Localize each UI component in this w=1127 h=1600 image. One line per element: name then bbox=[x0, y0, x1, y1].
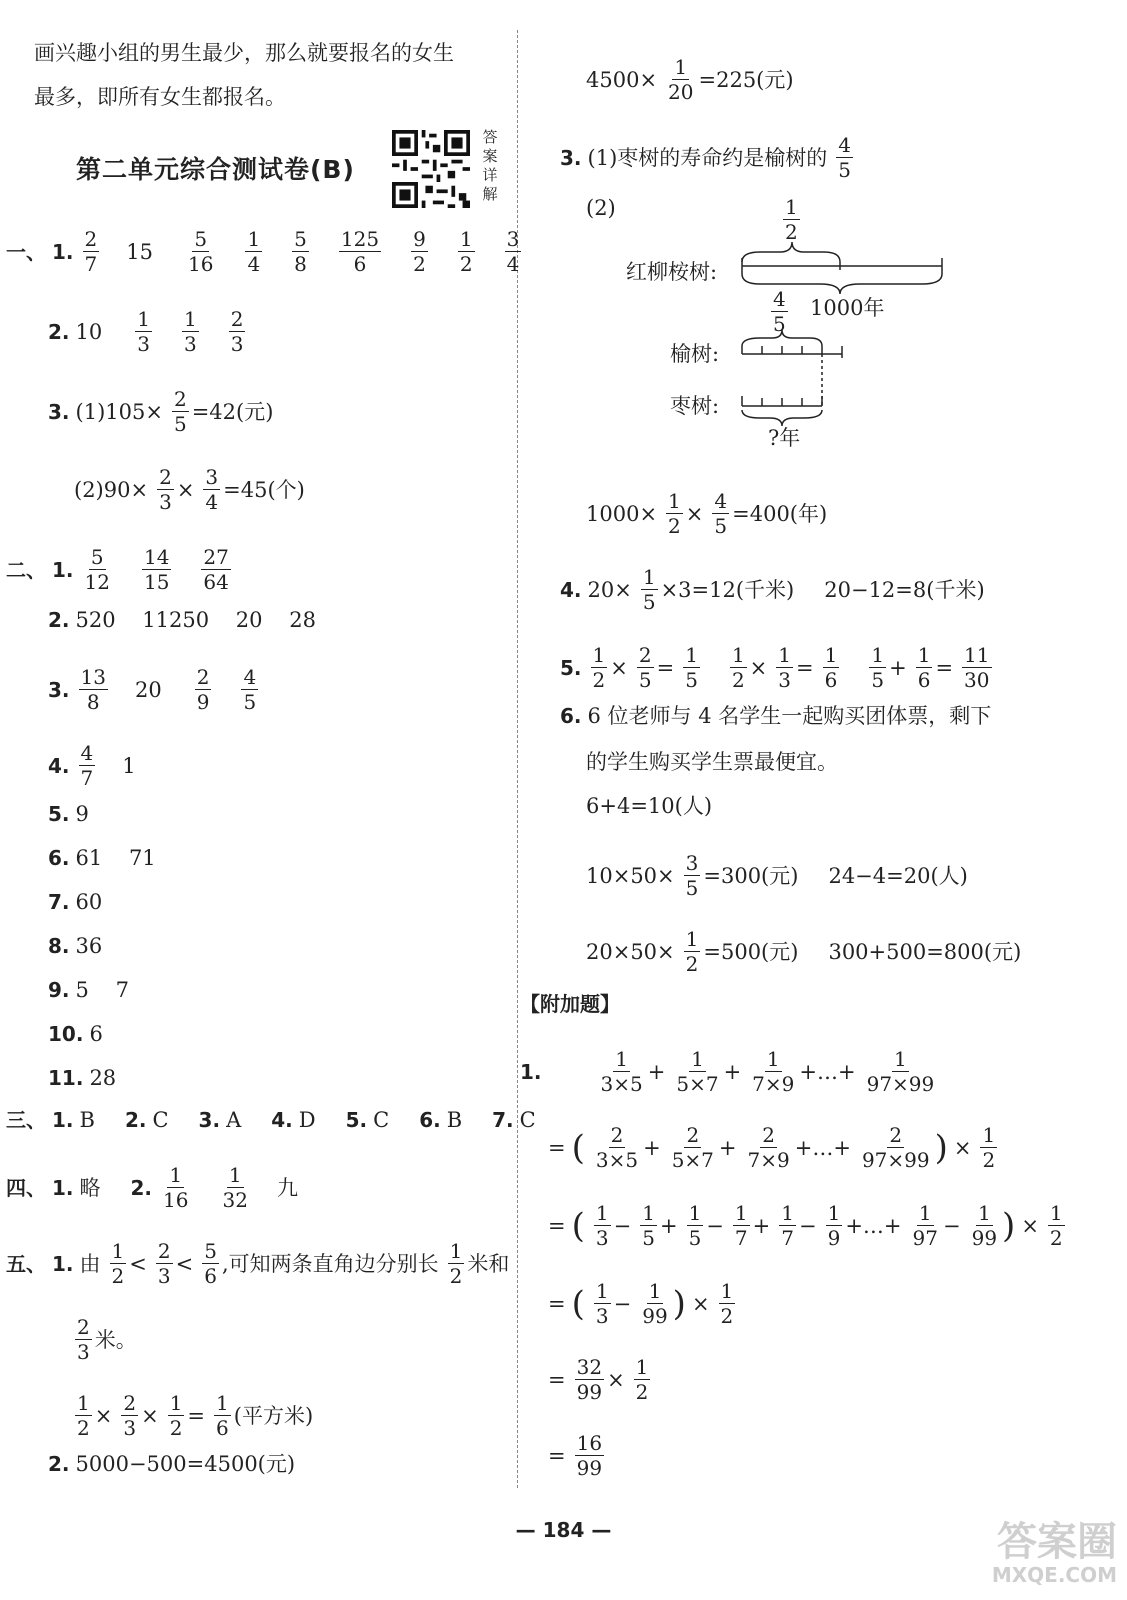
s4-answers: 四、 1. 略 2. 1 16 1 32 九 bbox=[6, 1163, 298, 1212]
r-calc-top: 4500× $\frac{1}{20}$ =225(元) bbox=[586, 55, 794, 104]
s2-q1: 二、 1. 5 12 14 15 27 64 bbox=[6, 545, 229, 594]
diagram-frac-four-fifths: 4 5 bbox=[773, 287, 786, 336]
diagram-unknown: ?年 bbox=[768, 426, 801, 450]
half-brace bbox=[742, 242, 840, 262]
s5-q1-line1: 五、 1. 由 1 2 < 2 3 < 5 6 ,可知两条直角边分别长 1 2 米和 bbox=[6, 1239, 510, 1288]
diagram-frac-half: 1 2 bbox=[785, 195, 798, 244]
r-q6-line2: 的学生购买学生票最便宜。 bbox=[586, 750, 838, 774]
s1-q2: 2. 10 1 3 1 3 2 3 bbox=[48, 307, 244, 356]
r-q5: 5. $\frac{1}{2}$ × $\frac{2}{5}$ = $\frac{1}{5}$ $\frac{1}{2}$ × $\frac{1}{3}$ = $\frac{1}{6}$ 1 5 + $\frac{1}{6}$ = $\frac{11}{30}$ bbox=[560, 643, 990, 692]
bonus-line1: 1. 1 3×5 + $\frac{1}{5\times 7}$ + $\frac{1}{7\times 9}$ +…+ $\frac{1}{97\times 99}$ bbox=[520, 1047, 935, 1096]
s1-q1: 一、 1. 2 7 15 5 16 1 4 5 8 125 6 9 2 1 2 3 4 bbox=[6, 227, 520, 276]
s5-q2: 2. 5000−500=4500(元) bbox=[48, 1452, 296, 1476]
r-q6-line4: 10×50× $\frac{3}{5}$ =300(元) 24−4=20(人) bbox=[586, 851, 968, 900]
s2-q4: 4. 4 7 1 bbox=[48, 741, 136, 790]
intro-line-2: 最多，即所有女生都报名。 bbox=[34, 85, 286, 109]
diagram-label-elm: 榆树: bbox=[670, 342, 720, 366]
r-q6-line3: 6+4=10(人) bbox=[586, 794, 713, 818]
s2-q7: 7. 60 bbox=[48, 890, 103, 914]
s2-q2: 2. 520 11250 20 28 bbox=[48, 608, 316, 632]
s5-q1-line2: 2 3 米。 bbox=[77, 1315, 137, 1364]
s2-q8: 8. 36 bbox=[48, 934, 103, 958]
page-number: — 184 — bbox=[515, 1518, 612, 1542]
bonus-line6: = $\frac{16}{99}$ bbox=[548, 1431, 603, 1480]
bonus-line5: = $\frac{32}{99}$ × $\frac{1}{2}$ bbox=[548, 1355, 649, 1404]
s3-answers: 三、 1. B 2. C 3. A 4. D 5. C 6. B 7. C bbox=[6, 1108, 536, 1132]
watermark-logo: 答案圈 MXQE.COM bbox=[991, 1519, 1117, 1587]
s2-q6: 6. 61 71 bbox=[48, 846, 156, 870]
bonus-line2: = ( 2 3×5 + $\frac{2}{5\times 7}$ + $\frac{2}{7\times 9}$ +…+ $\frac{2}{97\times 99}$ ) × $\frac{1}{2}$ bbox=[548, 1123, 996, 1172]
bonus-line3: = ( 1 3 − $\frac{1}{5}$ + $\frac{1}{5}$ − $\frac{1}{7}$ + $\frac{1}{7}$ − $\frac{1}{9}$ +…+ $\frac{1}{97}$ − $\frac{1}{99}$ ) × $\frac{1}{2}$ bbox=[548, 1201, 1063, 1250]
diagram-years: 1000年 bbox=[810, 296, 885, 320]
s1-q3a: 3. (1)105× $\frac{2}{5}$ =42(元) bbox=[48, 387, 274, 436]
r-q6-line1: 6. 6 位老师与 4 名学生一起购买团体票，剩下 bbox=[560, 704, 992, 728]
diagram-label-red-willow: 红柳桉树: bbox=[626, 260, 718, 284]
r-q6-line5: 20×50× $\frac{1}{2}$ =500(元) 300+500=800(元) bbox=[586, 927, 1022, 976]
qr-code-icon[interactable] bbox=[392, 130, 470, 208]
s2-q5: 5. 9 bbox=[48, 802, 89, 826]
s1-q3b: (2)90× $\frac{2}{3}$ × $\frac{3}{4}$ =45(个) bbox=[74, 465, 305, 514]
intro-line-1: 画兴趣小组的男生最少，那么就要报名的女生 bbox=[34, 41, 454, 65]
r-q3-2-label: (2) bbox=[586, 196, 616, 220]
s2-q10: 10. 6 bbox=[48, 1022, 103, 1046]
s2-q9: 9. 5 7 bbox=[48, 978, 129, 1002]
bonus-heading: 【附加题】 bbox=[520, 992, 620, 1016]
r-q4: 4. 20× $\frac{1}{5}$ ×3=12(千米) 20−12=8(千米) bbox=[560, 565, 985, 614]
section-title: 第二单元综合测试卷(B) bbox=[76, 155, 355, 184]
s5-q1-calc: $\frac{1}{2}$ × $\frac{2}{3}$ × $\frac{1}{2}$ = $\frac{1}{6}$ (平方米) bbox=[77, 1391, 314, 1440]
r-q3-calc: 1000× $\frac{1}{2}$ × $\frac{4}{5}$ =400(年) bbox=[586, 489, 828, 538]
qr-label: 答案详解 bbox=[482, 128, 498, 203]
r-q3-1: 3. (1)枣树的寿命约是榆树的 4 5 bbox=[560, 133, 851, 182]
bonus-line4: = ( 1 3 − $\frac{1}{99}$ ) × $\frac{1}{2}$ bbox=[548, 1279, 734, 1328]
s2-q11: 11. 28 bbox=[48, 1066, 117, 1090]
diagram-label-jujube: 枣树: bbox=[670, 394, 720, 418]
s2-q3: 3. 13 8 20 2 9 4 5 bbox=[48, 665, 257, 714]
